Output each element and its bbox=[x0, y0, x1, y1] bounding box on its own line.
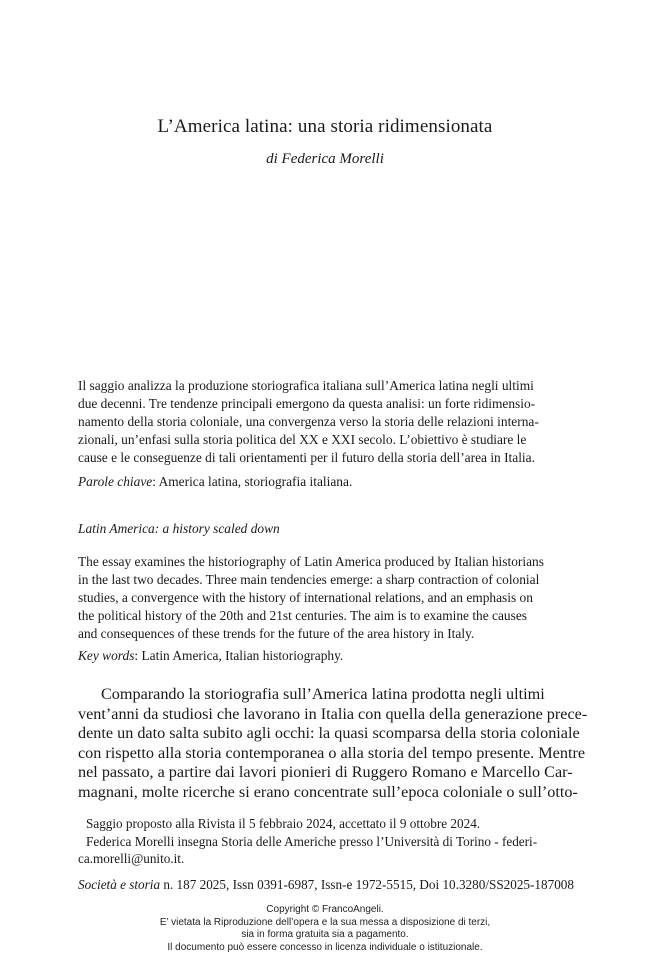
body-line: nel passato, a partire dai lavori pionieri di Ruggero Romano e Marcello Car- bbox=[78, 763, 573, 782]
body-paragraph bbox=[78, 685, 588, 803]
copyright-notice bbox=[0, 904, 650, 954]
abstract-line: the political history of the 20th and 21st centuries. The aim is to examine the causes bbox=[78, 608, 527, 623]
keywords-label: Key words bbox=[78, 648, 135, 663]
abstract-line: studies, a convergence with the history of international relations, and an emphasis on bbox=[78, 590, 533, 605]
article-title: L’America latina: una storia ridimensionata bbox=[157, 116, 493, 137]
note-line: Federica Morelli insegna Storia delle Americhe presso l’Università di Torino - federi- bbox=[86, 833, 538, 849]
abstract-line: The essay examines the historiography of Latin America produced by Italian historians bbox=[78, 554, 544, 569]
copyright-line: sia in forma gratuita sia a pagamento. bbox=[241, 929, 409, 940]
keywords-italian bbox=[78, 473, 572, 491]
copyright-line: Copyright © FrancoAngeli. bbox=[266, 904, 384, 915]
abstract-italian bbox=[78, 377, 572, 467]
abstract-line: cause e le conseguenze di tali orientamenti per il futuro della storia dell’area in Italia. bbox=[78, 450, 535, 465]
english-abstract-title: Latin America: a history scaled down bbox=[78, 521, 280, 536]
keywords-english bbox=[78, 647, 572, 665]
submission-notes bbox=[78, 815, 572, 868]
journal-citation bbox=[78, 877, 572, 893]
abstract-line: due decenni. Tre tendenze principali emergono da questa analisi: un forte ridimensio- bbox=[78, 396, 536, 411]
abstract-line: zionali, un’enfasi sulla storia politica del XX e XXI secolo. L’obiettivo è studiare le bbox=[78, 432, 527, 447]
abstract-english bbox=[78, 553, 572, 643]
body-line: magnani, molte ricerche si erano concentrate sull’epoca coloniale o sull’otto- bbox=[78, 782, 578, 801]
citation-details: n. 187 2025, Issn 0391-6987, Issn-e 1972-5515, Doi 10.3280/SS2025-187008 bbox=[160, 877, 574, 892]
body-line: Comparando la storiografia sull’America latina prodotta negli ultimi bbox=[101, 685, 545, 703]
copyright-line: E’ vietata la Riproduzione dell’opera e la sua messa a disposizione di terzi, bbox=[159, 916, 491, 928]
keywords-value: : Latin America, Italian historiography. bbox=[134, 648, 344, 663]
keywords-value: : America latina, storiografia italiana. bbox=[152, 474, 353, 489]
note-line: Saggio proposto alla Rivista il 5 febbraio 2024, accettato il 9 ottobre 2024. bbox=[86, 816, 481, 831]
copyright-line: Il documento può essere concesso in licenza individuale o istituzionale. bbox=[167, 941, 483, 953]
keywords-label: Parole chiave bbox=[78, 474, 153, 489]
body-line: vent’anni da studiosi che lavorano in Italia con quella della generazione prece- bbox=[78, 704, 588, 723]
abstract-line: in the last two decades. Three main tendencies emerge: a sharp contraction of colonial bbox=[78, 572, 540, 587]
note-line: ca.morelli@unito.it. bbox=[78, 851, 185, 866]
abstract-line: namento della storia coloniale, una convergenza verso la storia delle relazioni interna- bbox=[78, 414, 539, 429]
article-author: di Federica Morelli bbox=[266, 151, 384, 167]
body-line: con rispetto alla storia contemporanea o alla storia del tempo presente. Mentre bbox=[78, 743, 586, 762]
abstract-line: Il saggio analizza la produzione storiografica italiana sull’America latina negli ultimi bbox=[78, 378, 534, 393]
journal-name: Società e storia bbox=[78, 877, 161, 892]
body-line: dente un dato salta subito agli occhi: la quasi scomparsa della storia coloniale bbox=[78, 724, 580, 743]
abstract-line: and consequences of these trends for the future of the area history in Italy. bbox=[78, 626, 475, 641]
